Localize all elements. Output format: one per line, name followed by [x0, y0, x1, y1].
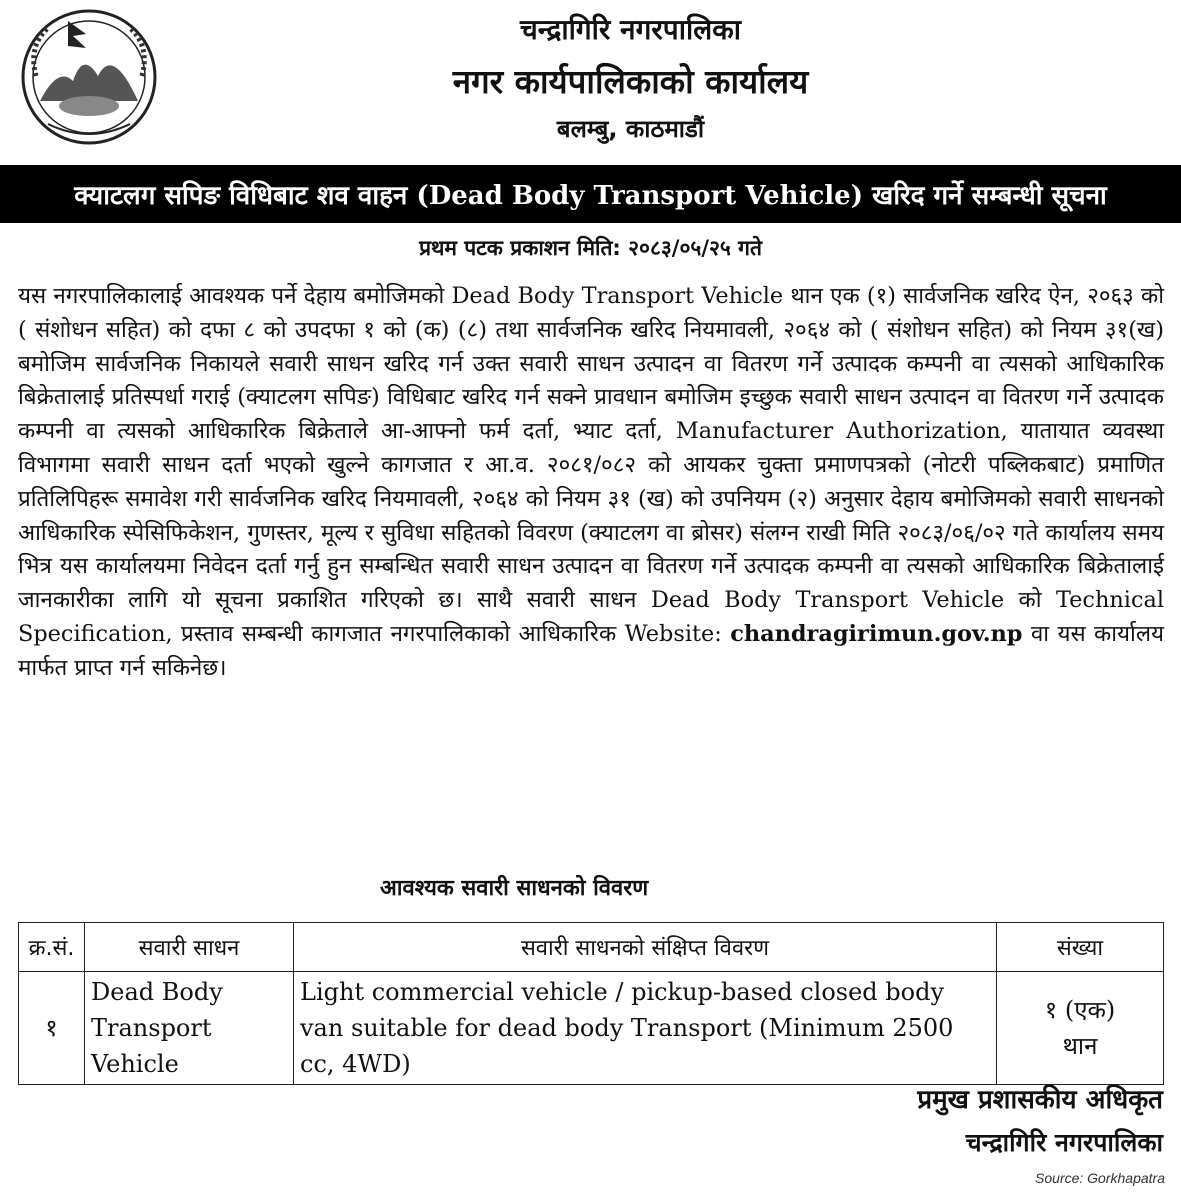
source-credit: Source: Gorkhapatra — [1035, 1170, 1165, 1186]
section-heading: आवश्यक सवारी साधनको विवरण — [380, 876, 649, 901]
cell-vehicle: Dead Body Transport Vehicle — [85, 972, 294, 1085]
cell-quantity — [997, 972, 1164, 1085]
cell-description: Light commercial vehicle / pickup-based closed body van suitable for dead body Transport (Minimum 2500 cc, 4WD) — [294, 972, 997, 1085]
vehicle-spec-table — [18, 922, 1164, 1085]
col-header-quantity: संख्या — [997, 923, 1164, 972]
col-header-description: सवारी साधनको संक्षिप्त विवरण — [294, 923, 997, 972]
col-header-vehicle: सवारी साधन — [85, 923, 294, 972]
office-address: बलम्बु, काठमाडौं — [556, 115, 705, 143]
notice-title: क्याटलग सपिङ विधिबाट शव वाहन (Dead Body Transport Vehicle) खरिद गर्ने सम्बन्धी सूचना — [0, 165, 1181, 223]
table-row — [19, 972, 1164, 1085]
cell-sn: १ — [19, 972, 85, 1085]
municipality-name: चन्द्रागिरि नगरपालिका — [520, 13, 741, 46]
table-header-row — [19, 923, 1164, 972]
office-name: नगर कार्यपालिकाको कार्यालय — [452, 62, 809, 101]
body-text-part1: यस नगरपालिकालाई आवश्यक पर्ने देहाय बमोजिमको Dead Body Transport Vehicle थान एक (१) सार्वजनिक खरिद ऐन, २०६३ को ( संशोधन सहित) को दफा ८ को उपदफा १ को (क) (८) तथा सार्वजनिक खरिद नियमावली, २०६४ को ( संशोधन सहित) को नियम ३१(ख) बमोजिम सार्वजनिक निकायले सवारी साधन खरिद गर्न उक्त सवारी साधन उत्पादन वा वितरण गर्ने उत्पादक कम्पनी वा त्यसको आधिकारिक बिक्रेतालाई प्रतिस्पर्धा गराई (क्याटलग सपिङ) विधिबाट खरिद गर्न सक्ने प्रावधान बमोजिम इच्छुक सवारी साधन उत्पादन वा वितरण गर्ने उत्पादक कम्पनी वा त्यसको आधिकारिक बिक्रेताले आ-आफ्नो फर्म दर्ता, भ्याट दर्ता, Manufacturer Authorization, यातायात व्यवस्था विभागमा सवारी साधन दर्ता भएको खुल्ने कागजात र आ.व. २०८१/०८२ को आयकर चुक्ता प्रमाणपत्रको (नोटरी पब्लिकबाट) प्रमाणित प्रतिलिपिहरू समावेश गरी सार्वजनिक खरिद नियमावली, २०६४ को नियम ३१ (ख) को उपनियम (२) अनुसार देहाय बमोजिमको सवारी साधनको आधिकारिक स्पेसिफिकेशन, गुणस्तर, मूल्य र सुविधा सहितको विवरण (क्याटलग वा ब्रोसर) संलग्न राखी मिति २०८३/०६/०२ गते कार्यालय समय भित्र यस कार्यालयमा निवेदन दर्ता गर्नु हुन सम्बन्धित सवारी साधन उत्पादन वा वितरण गर्ने उत्पादक कम्पनी वा त्यसको आधिकारिक बिक्रेतालाई जानकारीका लागि यो सूचना प्रकाशित गरिएको छ। साथै सवारी साधन Dead Body Transport Vehicle को Technical Specification, प्रस्ताव सम्बन्धी कागजात नगरपालिकाको आधिकारिक Website: — [18, 283, 1164, 647]
quantity-value: १ (एक) — [1044, 996, 1116, 1024]
notice-body — [18, 280, 1164, 686]
signatory-designation: प्रमुख प्रशासकीय अधिकृत — [917, 1085, 1163, 1115]
publish-date: प्रथम पटक प्रकाशन मिति: २०८३/०५/२५ गते — [419, 236, 762, 260]
website-link[interactable]: chandragirimun.gov.np — [730, 620, 1023, 647]
col-header-sn: क्र.सं. — [19, 923, 85, 972]
body-text-part2: वा यस कार्यालय मार्फत प्राप्त गर्न सकिनेछ। — [18, 620, 1165, 681]
notice-header — [0, 0, 1181, 160]
signatory-office: चन्द्रागिरि नगरपालिका — [965, 1128, 1163, 1157]
quantity-unit: थान — [1062, 1032, 1098, 1060]
